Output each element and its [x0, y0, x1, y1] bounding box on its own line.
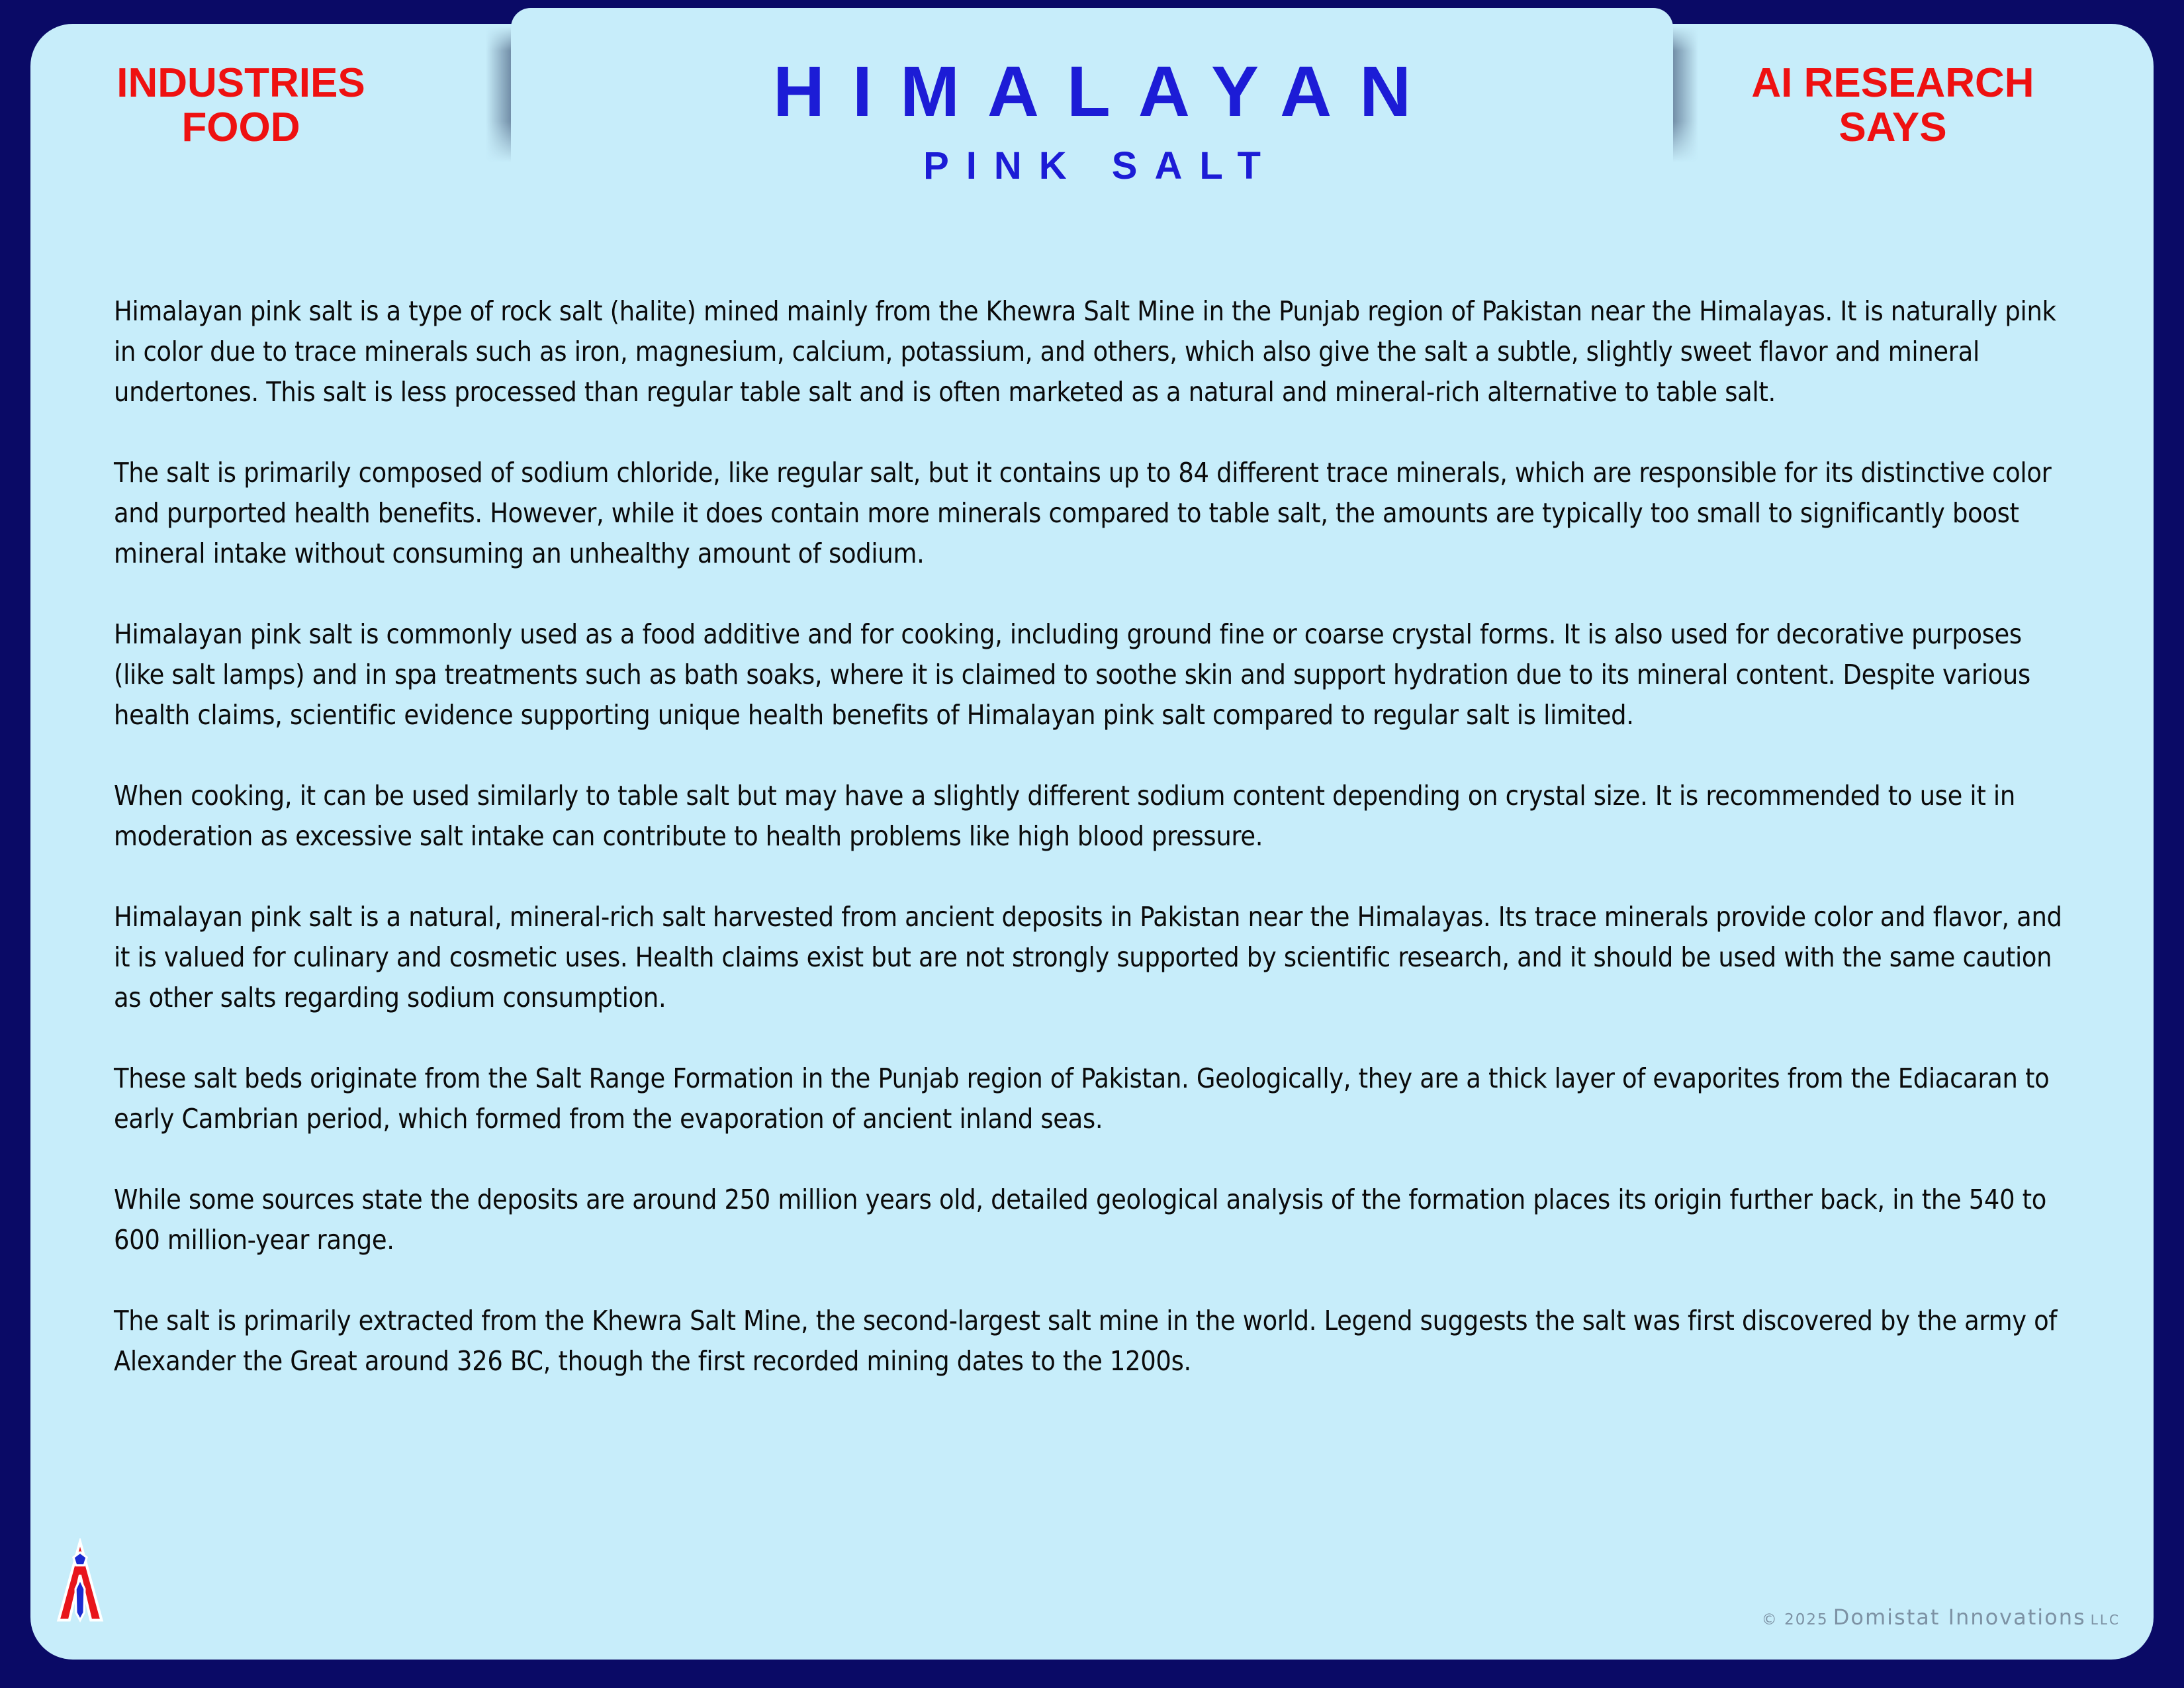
ai-research-says-badge — [1707, 61, 2078, 150]
paragraph: Himalayan pink salt is commonly used as a food additive and for cooking, including ground fine or coarse crystal forms. It is also used for decorative purposes (like salt lamps) and in spa treatments such as bath soaks, where it is claimed to soothe skin and support hydration due to its mineral content. Despite various health claims, scientific evidence supporting unique health benefits of Himalayan pink salt compared to regular salt is limited. — [114, 618, 2030, 731]
paragraph: When cooking, it can be used similarly to table salt but may have a slightly different sodium content depending on crystal size. It is recommended to use it in moderation as excessive salt intake can contribute to health problems like high blood pressure. — [114, 780, 2015, 852]
industries-food-badge — [69, 61, 413, 150]
page-title: HIMALAYAN — [772, 51, 1439, 131]
paragraph: Himalayan pink salt is a type of rock salt (halite) mined mainly from the Khewra Salt Mine in the Punjab region of Pakistan near the Himalayas. It is naturally pink in color due to trace minerals such as iron, magnesium, calcium, potassium, and others, which also give the salt a subtle, slightly sweet flavor and mineral undertones. This salt is less processed than regular table salt and is often marketed as a natural and mineral-rich alternative to table salt. — [114, 295, 2056, 408]
badge-left-line1: INDUSTRIES — [116, 60, 365, 106]
paragraph: While some sources state the deposits are around 250 million years old, detailed geological analysis of the formation places its origin further back, in the 540 to 600 million-year range. — [114, 1184, 2047, 1256]
paragraph: The salt is primarily extracted from the Khewra Salt Mine, the second-largest salt mine in the world. Legend suggests the salt was first discovered by the army of Alexander the Great around 326 BC, though the first recorded mining dates to the 1200s. — [114, 1305, 2058, 1377]
copyright-suffix: LLC — [2090, 1612, 2120, 1628]
page-subtitle: PINK SALT — [923, 144, 1278, 187]
copyright-line — [1762, 1605, 2120, 1630]
title-tab-shadow-left — [486, 26, 511, 162]
badge-right-line1: AI RESEARCH — [1751, 60, 2034, 106]
copyright-company: Domistat Innovations — [1833, 1605, 2086, 1630]
logo-needle — [75, 1579, 85, 1620]
paragraph: The salt is primarily composed of sodium chloride, like regular salt, but it contains up to 84 different trace minerals, which are responsible for its distinctive color and purported health benefits. However, while it does contain more minerals compared to table salt, the amounts are typically too small to significantly boost mineral intake without consuming an unhealthy amount of sodium. — [114, 457, 2052, 569]
badge-right-line2: SAYS — [1839, 105, 1947, 150]
copyright-year: © 2025 — [1761, 1611, 1829, 1628]
article — [114, 291, 2074, 1422]
title-tab-shadow-right — [1673, 26, 1698, 162]
paragraph: Himalayan pink salt is a natural, mineral-rich salt harvested from ancient deposits in Pakistan near the Himalayas. Its trace minerals provide color and flavor, and it is valued for culinary and cosmetic uses. Health claims exist but are not strongly supported by scientific research, and it should be used with the same caution as other salts regarding sodium consumption. — [114, 901, 2062, 1013]
badge-left-line2: FOOD — [181, 105, 300, 150]
paragraph: These salt beds originate from the Salt Range Formation in the Punjab region of Pakistan. Geologically, they are a thick layer of evaporites from the Ediacaran to early Cambrian period, which formed from the evaporation of ancient inland seas. — [114, 1062, 2050, 1135]
compass-a-logo-icon — [52, 1538, 109, 1624]
